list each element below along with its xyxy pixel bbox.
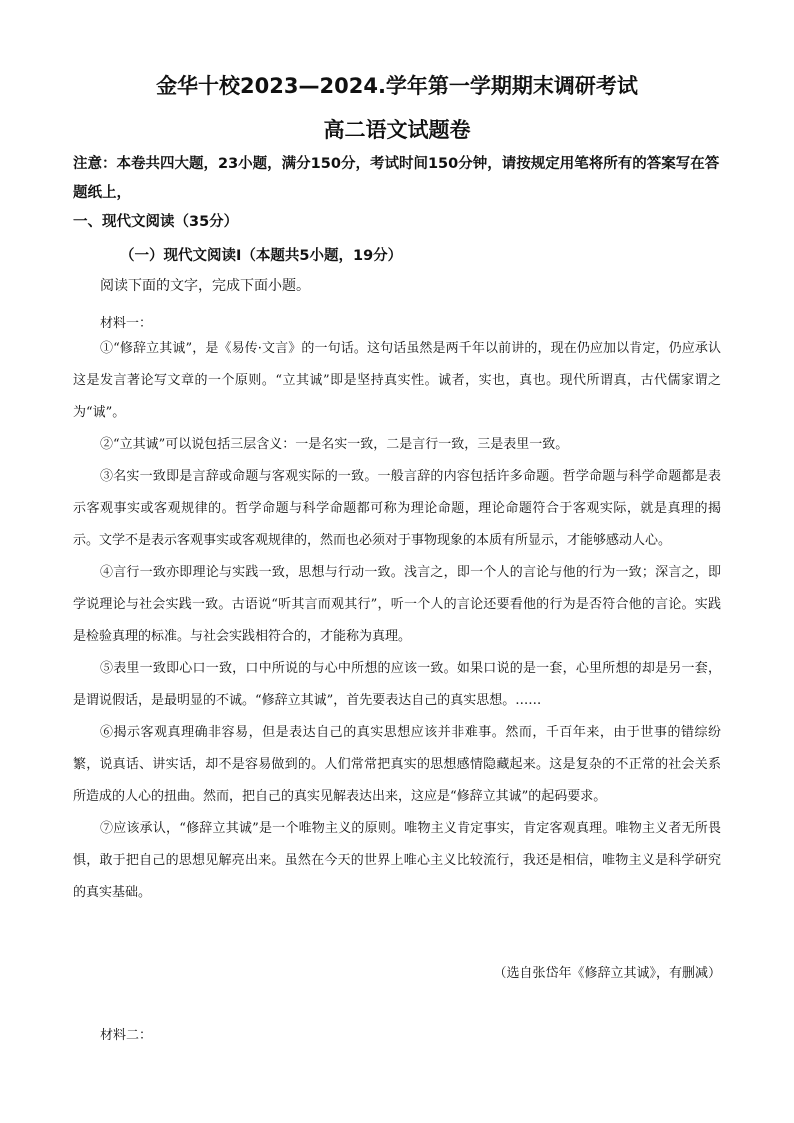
exam-title: 金华十校2023—2024.学年第一学期期末调研考试 <box>156 74 638 98</box>
subsection-heading: （一）现代文阅读Ⅰ（本题共5小题，19分） <box>120 248 403 264</box>
paragraph-5: ⑤表里一致即心口一致，口中所说的与心中所想的应该一致。如果口说的是一套，心里所想的却是另一套，是谓说假话，是最明显的不诚。“修辞立其诚”，首先要表达自己的真实思想。…… <box>73 661 721 708</box>
paragraph-2: ②“立其诚”可以说包括三层含义：一是名实一致，二是言行一致，三是表里一致。 <box>100 437 569 452</box>
reading-instruction: 阅读下面的文字，完成下面小题。 <box>100 278 310 294</box>
paragraph-7: ⑦应该承认，“修辞立其诚”是一个唯物主义的原则。唯物主义肯定事实，肯定客观真理。唯物主义者无所畏惧，敢于把自己的思想见解亮出来。虽然在今天的世界上唯心主义比较流行，我还是相信，唯物主义是科学研究的真实基础。 <box>73 821 721 900</box>
paragraph-4: ④言行一致亦即理论与实践一致，思想与行动一致。浅言之，即一个人的言论与他的行为一致；深言之，即学说理论与社会实践一致。古语说“听其言而观其行”，听一个人的言论还要看他的行为是否符合他的言论。实践是检验真理的标准。与社会实践相符合的，才能称为真理。 <box>73 565 721 644</box>
paragraph-1: ①“修辞立其诚”，是《易传·文言》的一句话。这句话虽然是两千年以前讲的，现在仍应加以肯定，仍应承认这是发言著论写文章的一个原则。“立其诚”即是坚持真实性。诚者，实也，真也。现代所谓真，古代儒家谓之为“诚”。 <box>73 341 721 420</box>
paragraph-3: ③名实一致即是言辞或命题与客观实际的一致。一般言辞的内容包括许多命题。哲学命题与科学命题都是表示客观事实或客观规律的。哲学命题与科学命题都可称为理论命题，理论命题符合于客观实际，就是真理的揭示。文学不是表示客观事实或客观规律的，然而也必须对于事物现象的本质有所显示，才能够感动人心。 <box>73 469 721 548</box>
paper-subtitle: 高二语文试题卷 <box>323 118 471 142</box>
paragraph-6: ⑥揭示客观真理确非容易，但是表达自己的真实思想应该并非难事。然而，千百年来，由于世事的错综纷繁，说真话、讲实话，却不是容易做到的。人们常常把真实的思想感情隐藏起来。这是复杂的不正常的社会关系所造成的人心的扭曲。然而，把自己的真实见解表达出来，这应是“修辞立其诚”的起码要求。 <box>73 725 721 804</box>
material-two-label: 材料二： <box>100 1028 153 1043</box>
material-one-label: 材料一： <box>100 316 153 331</box>
material-one-body <box>73 333 721 909</box>
source-citation: （选自张岱年《修辞立其诚》，有删减） <box>493 966 721 981</box>
section-heading: 一、现代文阅读（35分） <box>73 214 239 230</box>
exam-notice: 注意：本卷共四大题，23小题，满分150分，考试时间150分钟，请按规定用笔将所有的答案写在答题纸上， <box>73 156 720 201</box>
